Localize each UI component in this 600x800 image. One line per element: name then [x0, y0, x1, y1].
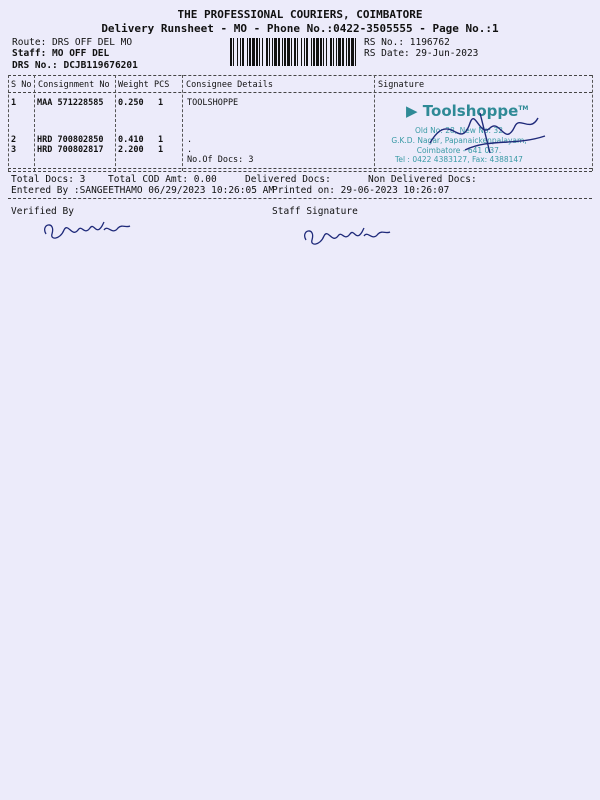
row-sno: 2: [11, 135, 17, 145]
row-pcs: 1: [158, 145, 164, 155]
barcode-bar: [323, 38, 324, 66]
barcode-bar: [284, 38, 286, 66]
header-consignee: Consignee Details: [186, 80, 273, 90]
logo-icon: ▶: [406, 102, 418, 120]
total-cod: Total COD Amt: 0.00: [108, 174, 217, 185]
barcode-bar: [291, 38, 292, 66]
staff-text: Staff: MO OFF DEL: [12, 48, 110, 59]
barcode-bar: [338, 38, 341, 66]
header-consignment: Consignment No: [38, 80, 110, 90]
barcode-bar: [262, 38, 263, 66]
row-weight: 0.250: [118, 98, 144, 108]
verified-by-label: Verified By: [11, 206, 74, 217]
barcode-bar: [348, 38, 350, 66]
delivered-docs: Delivered Docs:: [245, 174, 331, 185]
company-title: THE PROFESSIONAL COURIERS, COIMBATORE: [177, 8, 423, 21]
barcode-bar: [320, 38, 322, 66]
table-bottom-rule: [8, 168, 592, 169]
barcode-bar: [282, 38, 283, 66]
barcode-bar: [252, 38, 255, 66]
header-weight: Weight: [118, 80, 149, 90]
stamp-phone: Tel : 0422 4383127, Fax: 4388147: [395, 155, 523, 164]
barcode-bar: [297, 38, 298, 66]
barcode-bar: [301, 38, 302, 66]
barcode-bar: [287, 38, 290, 66]
barcode-image: [230, 38, 358, 66]
row-weight: 0.410: [118, 135, 144, 145]
barcode-bar: [247, 38, 248, 66]
barcode-bar: [316, 38, 319, 66]
barcode-bar: [278, 38, 280, 66]
col-divider: [8, 75, 9, 171]
barcode-bar: [230, 38, 232, 66]
barcode-bar: [294, 38, 296, 66]
table-header-rule: [8, 92, 592, 93]
row-consignment: HRD 700802817: [37, 145, 104, 155]
rs-date: RS Date: 29-Jun-2023: [364, 48, 479, 59]
non-delivered-docs: Non Delivered Docs:: [368, 174, 477, 185]
barcode-bar: [233, 38, 234, 66]
barcode-bar: [272, 38, 273, 66]
barcode-bar: [266, 38, 268, 66]
staff-signature-mark: [298, 218, 398, 252]
barcode-bar: [333, 38, 334, 66]
barcode-bar: [355, 38, 356, 66]
barcode-bar: [330, 38, 332, 66]
row-sno: 1: [11, 98, 17, 108]
barcode-bar: [306, 38, 308, 66]
runsheet-subtitle: Delivery Runsheet - MO - Phone No.:0422-3505555 - Page No.:1: [101, 22, 499, 35]
barcode-bar: [311, 38, 312, 66]
row-pcs: 1: [158, 98, 164, 108]
row-consignment: MAA 571228585: [37, 98, 104, 108]
col-divider: [182, 75, 183, 171]
header-sno: S No: [11, 80, 32, 90]
barcode-bar: [256, 38, 258, 66]
drs-number: DRS No.: DCJB119676201: [12, 60, 138, 71]
entered-by: Entered By :SANGEETHAMO 06/29/2023 10:26:05 AM: [11, 185, 275, 196]
stamp-logo-text: Toolshoppe: [422, 102, 519, 120]
no-of-docs: No.Of Docs: 3: [187, 155, 254, 165]
barcode-bar: [259, 38, 260, 66]
col-divider: [592, 75, 593, 171]
table-bottom-rule-2: [8, 171, 592, 172]
barcode-bar: [342, 38, 344, 66]
barcode-bar: [351, 38, 354, 66]
barcode-bar: [249, 38, 251, 66]
stamp-tm: TM: [518, 105, 529, 112]
row-pcs: 1: [158, 135, 164, 145]
barcode-bar: [304, 38, 305, 66]
row-consignee: TOOLSHOPPE: [187, 98, 239, 108]
row-consignee: .: [187, 145, 193, 155]
consignee-signature: [420, 98, 550, 158]
barcode-bar: [242, 38, 244, 66]
col-divider: [115, 75, 116, 171]
stamp-address-3: Coimbatore - 641 037.: [416, 146, 502, 155]
barcode-bar: [336, 38, 337, 66]
barcode-bar: [313, 38, 315, 66]
table-top-rule: [8, 75, 592, 76]
col-divider: [374, 75, 375, 171]
totals-rule: [8, 198, 592, 199]
row-consignee: .: [187, 135, 193, 145]
printed-on: Printed on: 29-06-2023 10:26:07: [272, 185, 450, 196]
route-text: Route: DRS OFF DEL MO: [12, 37, 133, 48]
verifier-signature: [38, 212, 138, 246]
header-pcs: PCS: [154, 80, 170, 90]
staff-signature-label: Staff Signature: [272, 206, 358, 217]
barcode-bar: [237, 38, 238, 66]
row-consignment: HRD 700802850: [37, 135, 104, 145]
barcode-bar: [269, 38, 270, 66]
stamp-address-1: Old No: 28, New No: 32: [415, 126, 503, 135]
row-weight: 2.200: [118, 145, 144, 155]
barcode-bar: [240, 38, 241, 66]
barcode-bar: [274, 38, 277, 66]
row-sno: 3: [11, 145, 17, 155]
rs-number: RS No.: 1196762: [364, 37, 450, 48]
barcode-bar: [346, 38, 347, 66]
stamp-address-2: G.K.D. Nagar, Papanaickenpalayam,: [391, 136, 527, 145]
barcode-bar: [326, 38, 327, 66]
header-signature: Signature: [378, 80, 425, 90]
col-divider: [34, 75, 35, 171]
total-docs: Total Docs: 3: [11, 174, 86, 185]
